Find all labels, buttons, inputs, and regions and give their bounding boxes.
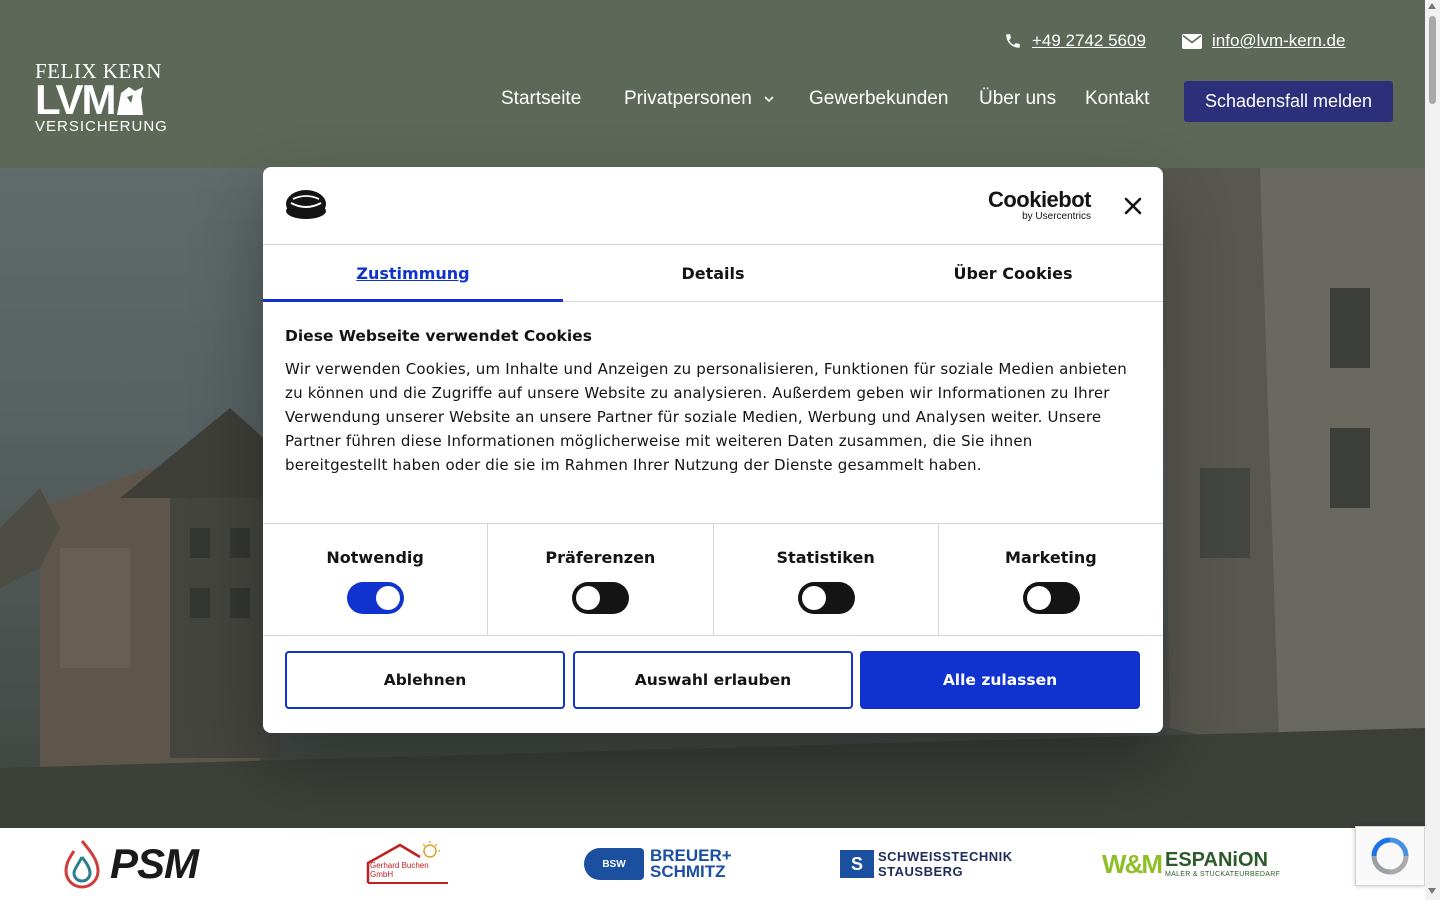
nav-item-startseite[interactable]: Startseite — [501, 88, 582, 109]
partner-buchen-name: Gerhard Buchen GmbH — [370, 861, 429, 879]
toggle-notwendig[interactable] — [347, 582, 404, 614]
header-phone — [1004, 30, 1146, 52]
cookie-icon — [285, 189, 327, 221]
toggle-col-marketing — [939, 524, 1163, 635]
partner-espanion-name: ESPANiON — [1164, 848, 1268, 871]
logo-line-1: FELIX KERN — [35, 59, 162, 83]
toggle-statistiken[interactable] — [798, 582, 855, 614]
logo-line-3: VERSICHERUNG — [35, 118, 168, 135]
cookie-dialog-body — [285, 325, 1135, 477]
active-tab-indicator — [263, 299, 563, 302]
cookie-dialog-buttons — [285, 651, 1141, 709]
nav-item-privatpersonen-label: Privatpersonen — [624, 88, 752, 109]
cookiebot-name: Cookiebot — [987, 187, 1091, 212]
scrollbar-thumb[interactable] — [1429, 16, 1436, 104]
tab-ueber-cookies[interactable]: Über Cookies — [953, 264, 1073, 283]
email-link[interactable]: info@lvm-kern.de — [1212, 31, 1346, 50]
recaptcha-badge[interactable] — [1355, 826, 1425, 886]
scroll-down-icon[interactable] — [1428, 888, 1436, 894]
cookie-dialog-text: Wir verwenden Cookies, um Inhalte und Anzeigen zu personalisieren, Funktionen für soziale Medien anbieten zu können und die Zugriffe auf unsere Website zu analysieren. Außerdem geben wir Informationen zu Ihrer Verwendung unserer Website an unsere Partner für soziale Medien, Werbung und Analysen weiter. Unsere Partner führen diese Informationen möglicherweise mit weiteren Daten zusammen, die Sie ihnen bereitgestellt haben oder die sie im Rahmen Ihrer Nutzung der Dienste gesammelt haben. — [285, 360, 1127, 474]
partner-psm-name: PSM — [110, 840, 199, 887]
nav-item-kontakt[interactable]: Kontakt — [1085, 88, 1150, 109]
phone-link[interactable]: +49 2742 5609 — [1032, 31, 1146, 50]
toggle-knob — [1027, 586, 1051, 610]
partner-logo-psm[interactable] — [62, 828, 198, 900]
stausberg-mark-icon: S — [840, 850, 874, 878]
buchen-house-icon — [364, 841, 452, 887]
toggle-knob — [802, 586, 826, 610]
toggle-col-notwendig — [263, 524, 488, 635]
cookie-consent-dialog — [263, 167, 1163, 733]
partner-wm-mark: W&M — [1102, 848, 1161, 879]
toggle-praeferenzen[interactable] — [572, 582, 629, 614]
tab-details[interactable]: Details — [681, 264, 745, 283]
partner-logo-buchen[interactable] — [364, 828, 452, 900]
partner-stausberg-name — [878, 849, 1013, 879]
header-email — [1182, 30, 1345, 52]
page-scrollbar[interactable] — [1425, 0, 1440, 900]
logo-line-2 — [35, 76, 171, 123]
logo-horse-icon — [115, 83, 145, 117]
allow-selection-button[interactable]: Auswahl erlauben — [573, 651, 853, 709]
phone-icon — [1004, 32, 1022, 50]
mail-icon — [1182, 34, 1202, 49]
logo-lvm-text: LVM — [35, 76, 115, 123]
toggle-col-praeferenzen — [488, 524, 713, 635]
toggle-knob — [376, 586, 400, 610]
psm-flame-icon — [62, 839, 102, 889]
toggle-marketing[interactable] — [1023, 582, 1080, 614]
allow-all-button[interactable]: Alle zulassen — [860, 651, 1140, 709]
cookie-dialog-header — [263, 167, 1163, 245]
toggle-label-praeferenzen: Präferenzen — [545, 548, 656, 567]
partner-logo-breuer-schmitz[interactable] — [584, 828, 750, 900]
site-header — [0, 0, 1425, 168]
toggle-label-notwendig: Notwendig — [326, 548, 424, 567]
toggle-col-statistiken — [714, 524, 939, 635]
cookiebot-sub: by Usercentrics — [1022, 211, 1091, 222]
nav-item-privatpersonen[interactable] — [624, 88, 774, 110]
partner-stausberg-text: SCHWEISSTECHNIK STAUSBERG — [878, 849, 1013, 879]
partner-logos — [0, 828, 1425, 900]
close-icon[interactable] — [1122, 195, 1144, 217]
partner-logo-espanion[interactable] — [1102, 828, 1280, 900]
cookie-dialog-title: Diese Webseite verwendet Cookies — [285, 327, 592, 345]
nav-item-gewerbekunden[interactable]: Gewerbekunden — [809, 88, 949, 109]
decline-button[interactable]: Ablehnen — [285, 651, 565, 709]
partner-bsw-badge: BSW — [584, 848, 644, 880]
partner-espanion-text — [1165, 850, 1280, 879]
partner-logo-stausberg[interactable] — [840, 828, 1013, 900]
report-claim-button[interactable]: Schadensfall melden — [1184, 81, 1393, 122]
partner-breuer-name: BREUER+ SCHMITZ — [650, 846, 732, 881]
recaptcha-icon — [1370, 836, 1410, 876]
toggle-label-statistiken: Statistiken — [776, 548, 875, 567]
nav-item-ueber-uns[interactable]: Über uns — [979, 88, 1057, 109]
cookie-dialog-tabs — [263, 245, 1163, 302]
cookie-category-toggles — [263, 523, 1163, 636]
chevron-down-icon — [764, 92, 774, 106]
scroll-up-icon[interactable] — [1428, 3, 1436, 9]
toggle-label-marketing: Marketing — [1005, 548, 1097, 567]
toggle-knob — [576, 586, 600, 610]
cookiebot-logo[interactable] — [985, 189, 1091, 223]
partner-espanion-tagline: MALER & STUCKATEURBEDARF — [1164, 870, 1281, 878]
site-logo[interactable] — [35, 60, 171, 140]
tab-zustimmung[interactable]: Zustimmung — [356, 264, 470, 283]
